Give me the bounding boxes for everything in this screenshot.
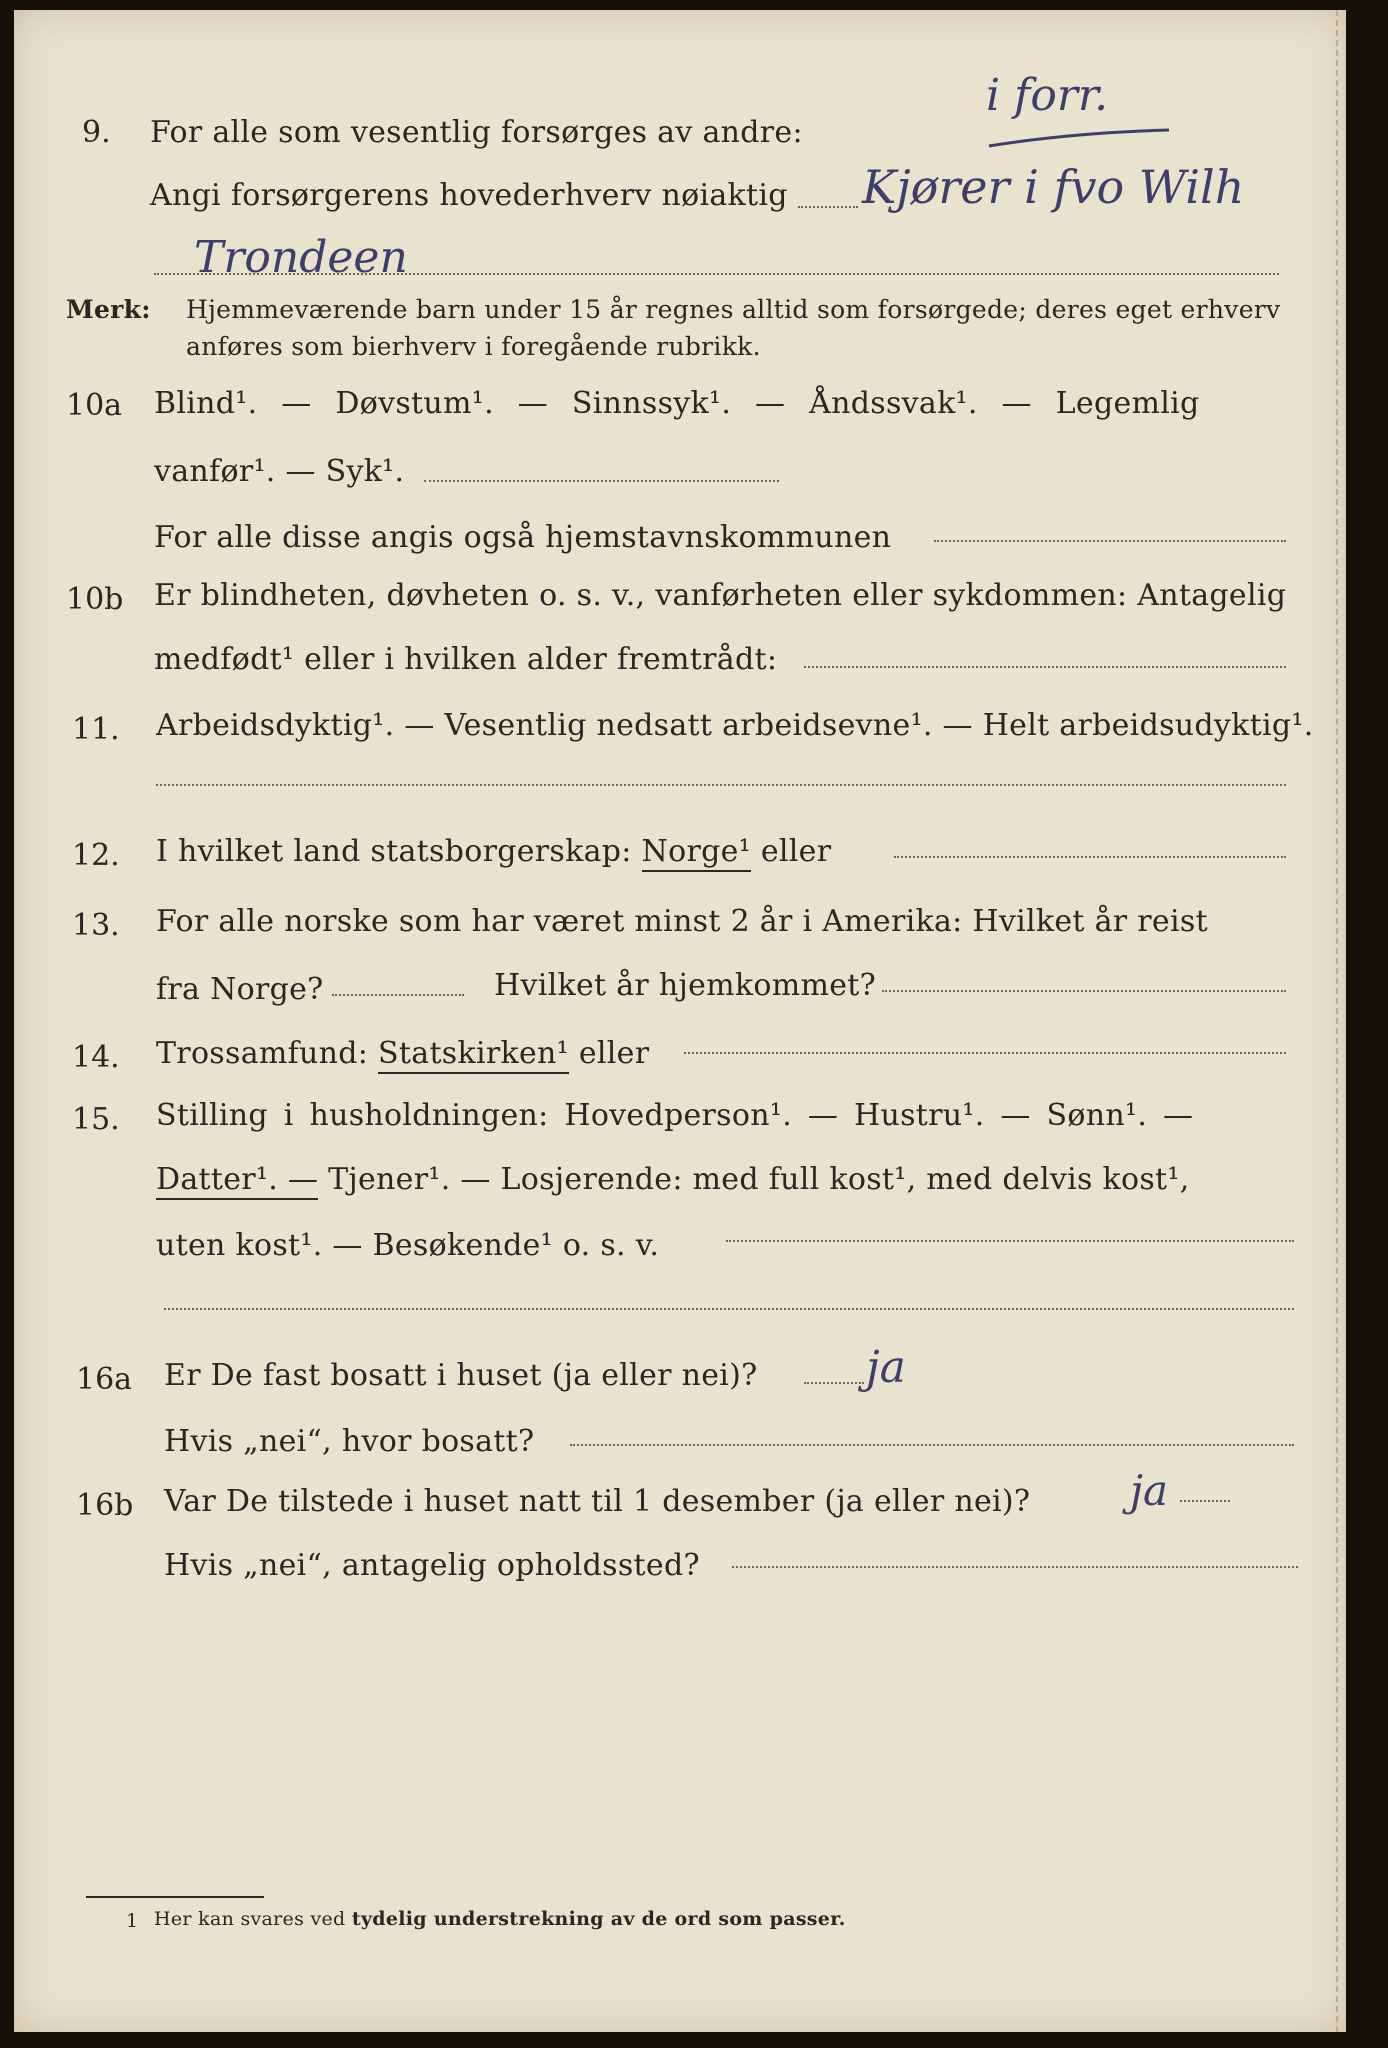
q12-line: [156, 834, 831, 869]
q9-line2: Angi forsørgerens hovederhverv nøiaktig: [150, 178, 788, 213]
q15-line1: Stilling i husholdningen: Hovedperson¹. — Hustru¹. — Sønn¹. —: [156, 1098, 1194, 1133]
merk-line1: Hjemmeværende barn under 15 år regnes alltid som forsørgede; deres eget erhverv: [186, 295, 1281, 324]
q14-prefix: Trossamfund:: [156, 1036, 369, 1071]
q16a-fill-line: [804, 1382, 864, 1384]
q10b-fill-line: [804, 666, 1286, 668]
q13-line1: For alle norske som har været minst 2 år i Amerika: Hvilket år reist: [156, 904, 1208, 939]
q10b-line1: Er blindheten, døvheten o. s. v., vanførheten eller sykdommen: Antagelig: [154, 578, 1287, 613]
q15-line2-rest: Tjener¹. — Losjerende: med full kost¹, med delvis kost¹,: [328, 1162, 1190, 1197]
q15-line3: uten kost¹. — Besøkende¹ o. s. v.: [156, 1228, 660, 1263]
q13-number: 13.: [72, 908, 120, 943]
q9-line1: For alle som vesentlig forsørges av andre:: [150, 115, 803, 150]
q14-fill-line: [684, 1052, 1286, 1054]
footnote-mark: 1: [126, 1910, 139, 1932]
q16b-fill-line: [1180, 1500, 1230, 1502]
q16b-line1: Var De tilstede i huset natt til 1 desember (ja eller nei)?: [164, 1484, 1031, 1519]
q9-answer-annotation: i forr.: [986, 70, 1109, 121]
q12-suffix: eller: [760, 834, 832, 869]
q9-answer-continued: Trondeen: [194, 232, 408, 283]
q10a-line1: Blind¹. — Døvstum¹. — Sinnssyk¹. — Åndssvak¹. — Legemlig: [154, 386, 1200, 421]
q10b-line2: medfødt¹ eller i hvilken alder fremtrådt:: [154, 642, 778, 677]
q13-line2b: Hvilket år hjemkommet?: [494, 968, 877, 1003]
q9-answer: Kjører i fvo Wilh: [862, 160, 1245, 214]
torn-page-edge: [1336, 10, 1346, 2032]
q12-fill-line: [894, 856, 1286, 858]
q13-fill-line-2: [882, 990, 1286, 992]
handwritten-stroke: [979, 128, 1179, 158]
q16a-number: 16a: [76, 1362, 133, 1397]
q16b-fill-line-2: [732, 1566, 1298, 1568]
q15-number: 15.: [72, 1102, 120, 1137]
q14-suffix: eller: [578, 1036, 650, 1071]
q10b-number: 10b: [66, 582, 124, 617]
q13-line2a: fra Norge?: [156, 972, 324, 1007]
q15-underlined-answer: Datter¹. —: [156, 1162, 318, 1200]
q16b-answer: ja: [1130, 1466, 1169, 1515]
q10a-fill-line: [424, 480, 779, 482]
q12-number: 12.: [72, 838, 120, 873]
q14-line: [156, 1036, 649, 1071]
q14-underlined-answer: Statskirken¹: [378, 1036, 569, 1074]
q16a-answer: ja: [866, 1342, 906, 1393]
q12-underlined-answer: Norge¹: [642, 834, 751, 872]
q10a-line3: For alle disse angis også hjemstavnskommunen: [154, 520, 892, 555]
q11-fill-line: [156, 784, 1286, 786]
q10a-line2: vanfør¹. — Syk¹.: [154, 454, 405, 489]
q15-fill-line: [726, 1240, 1294, 1242]
q15-fill-line-2: [164, 1308, 1294, 1310]
footnote-rule: [86, 1896, 264, 1898]
q9-fill-line: [798, 206, 858, 208]
merk-line2: anføres som bierhverv i foregående rubrikk.: [186, 332, 761, 361]
q16a-line1: Er De fast bosatt i huset (ja eller nei)?: [164, 1358, 758, 1393]
footnote-text: [154, 1908, 846, 1930]
q16b-line2: Hvis „nei“, antagelig opholdssted?: [164, 1548, 700, 1583]
footnote-text-plain: Her kan svares ved: [154, 1908, 346, 1930]
q11-number: 11.: [72, 712, 120, 747]
q11-line1: Arbeidsdyktig¹. — Vesentlig nedsatt arbeidsevne¹. — Helt arbeidsudyktig¹.: [156, 708, 1314, 743]
q16a-line2: Hvis „nei“, hvor bosatt?: [164, 1424, 535, 1459]
census-form-page: [14, 10, 1346, 2032]
q14-number: 14.: [72, 1040, 120, 1075]
q13-fill-line-1: [332, 994, 464, 996]
merk-label: Merk:: [66, 295, 151, 324]
q15-line2: [156, 1162, 1190, 1197]
q16a-fill-line-2: [570, 1444, 1294, 1446]
q10a-fill-line-2: [934, 540, 1286, 542]
q9-number: 9.: [82, 115, 111, 150]
footnote-text-bold: tydelig understrekning av de ord som passer.: [351, 1908, 846, 1930]
q10a-number: 10a: [66, 388, 123, 423]
q12-prefix: I hvilket land statsborgerskap:: [156, 834, 632, 869]
q16b-number: 16b: [76, 1488, 134, 1523]
q9-fill-line-2: [154, 273, 1279, 275]
